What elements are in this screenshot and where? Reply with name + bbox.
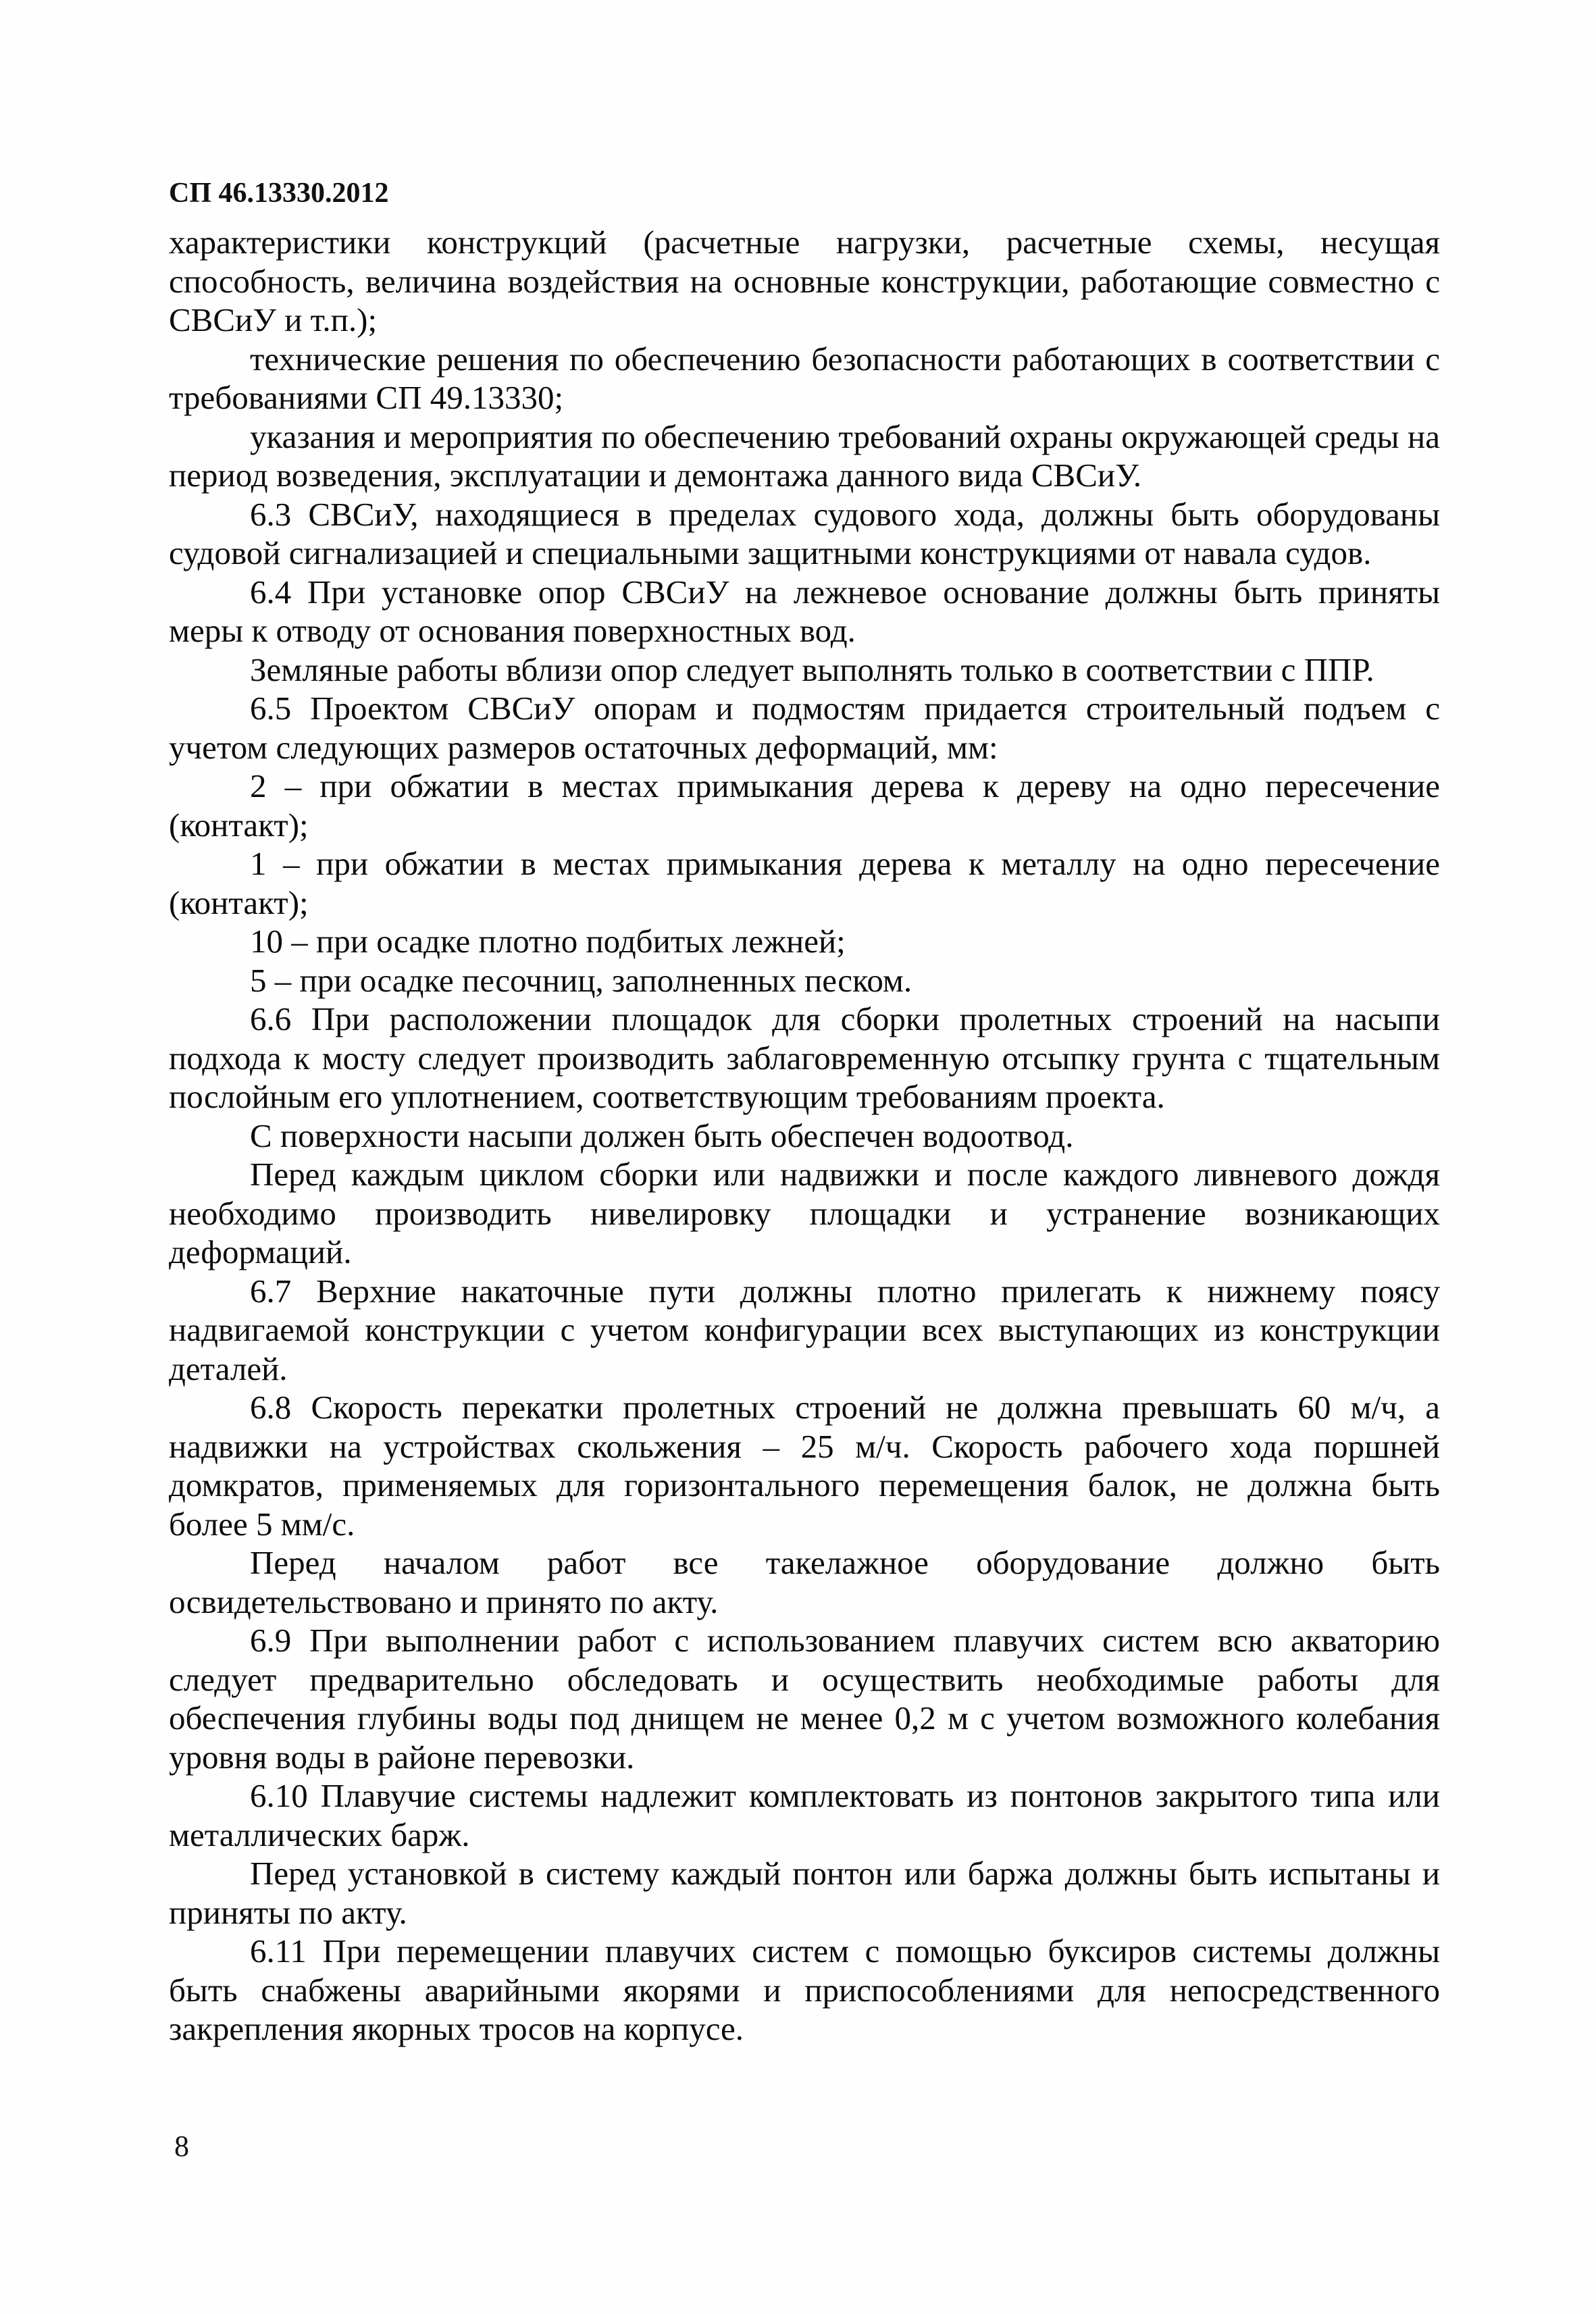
paragraph: Перед каждым циклом сборки или надвижки и после каждого ливневого дождя необходимо производить нивелировку площадки и устранение возникающих деформаций. — [169, 1156, 1440, 1270]
paragraph: характеристики конструкций (расчетные нагрузки, расчетные схемы, несущая способность, величина воздействия на основные конструкции, работающие совместно с СВСиУ и т.п.); — [169, 224, 1440, 338]
page-number: 8 — [174, 2130, 189, 2163]
paragraph: 6.7 Верхние накаточные пути должны плотно прилегать к нижнему поясу надвигаемой конструкции с учетом конфигурации всех выступающих из конструкции деталей. — [169, 1272, 1440, 1387]
paragraph: 6.4 При установке опор СВСиУ на лежневое основание должны быть приняты меры к отводу от основания поверхностных вод. — [169, 573, 1440, 649]
paragraph: 6.5 Проектом СВСиУ опорам и подмостям придается строительный подъем с учетом следующих размеров остаточных деформаций, мм: — [169, 690, 1440, 766]
paragraph: технические решения по обеспечению безопасности работающих в соответствии с требованиями СП 49.13330; — [169, 340, 1440, 416]
paragraph: 6.8 Скорость перекатки пролетных строений не должна превышать 60 м/ч, а надвижки на устройствах скольжения – 25 м/ч. Скорость рабочего хода поршней домкратов, применяемых для горизонтального перемещения балок, не должна быть более 5 мм/с. — [169, 1389, 1440, 1543]
paragraph: 6.10 Плавучие системы надлежит комплектовать из понтонов закрытого типа или металлических барж. — [169, 1777, 1440, 1853]
paragraph: 6.6 При расположении площадок для сборки пролетных строений на насыпи подхода к мосту следует производить заблаговременную отсыпку грунта с тщательным послойным его уплотнением, соответствующим требованиям проекта. — [169, 1000, 1440, 1115]
paragraph: 6.11 При перемещении плавучих систем с помощью буксиров системы должны быть снабжены аварийными якорями и приспособлениями для непосредственного закрепления якорных тросов на корпусе. — [169, 1932, 1440, 2047]
paragraph: 2 – при обжатии в местах примыкания дерева к дереву на одно пересечение (контакт); — [169, 767, 1440, 844]
paragraph: 6.9 При выполнении работ с использованием плавучих систем всю акваторию следует предварительно обследовать и осуществить необходимые работы для обеспечения глубины воды под днищем не менее 0,2 м с учетом возможного колебания уровня воды в районе перевозки. — [169, 1622, 1440, 1776]
paragraph: указания и мероприятия по обеспечению требований охраны окружающей среды на период возведения, эксплуатации и демонтажа данного вида СВСиУ. — [169, 417, 1440, 494]
document-body — [169, 223, 1440, 2049]
paragraph: Перед началом работ все такелажное оборудование должно быть освидетельствовано и принято по акту. — [169, 1544, 1440, 1620]
paragraph: 10 – при осадке плотно подбитых лежней; — [250, 923, 846, 960]
paragraph: 1 – при обжатии в местах примыкания дерева к металлу на одно пересечение (контакт); — [169, 845, 1440, 921]
paragraph: С поверхности насыпи должен быть обеспечен водоотвод. — [250, 1116, 1074, 1154]
paragraph: Земляные работы вблизи опор следует выполнять только в соответствии с ППР. — [250, 650, 1374, 688]
paragraph: 5 – при осадке песочниц, заполненных песком. — [250, 961, 912, 999]
document-code-header: СП 46.13330.2012 — [169, 178, 389, 209]
paragraph: Перед установкой в систему каждый понтон или баржа должны быть испытаны и приняты по акту. — [169, 1855, 1440, 1931]
paragraph: 6.3 СВСиУ, находящиеся в пределах судового хода, должны быть оборудованы судовой сигнализацией и специальными защитными конструкциями от навала судов. — [169, 495, 1440, 571]
